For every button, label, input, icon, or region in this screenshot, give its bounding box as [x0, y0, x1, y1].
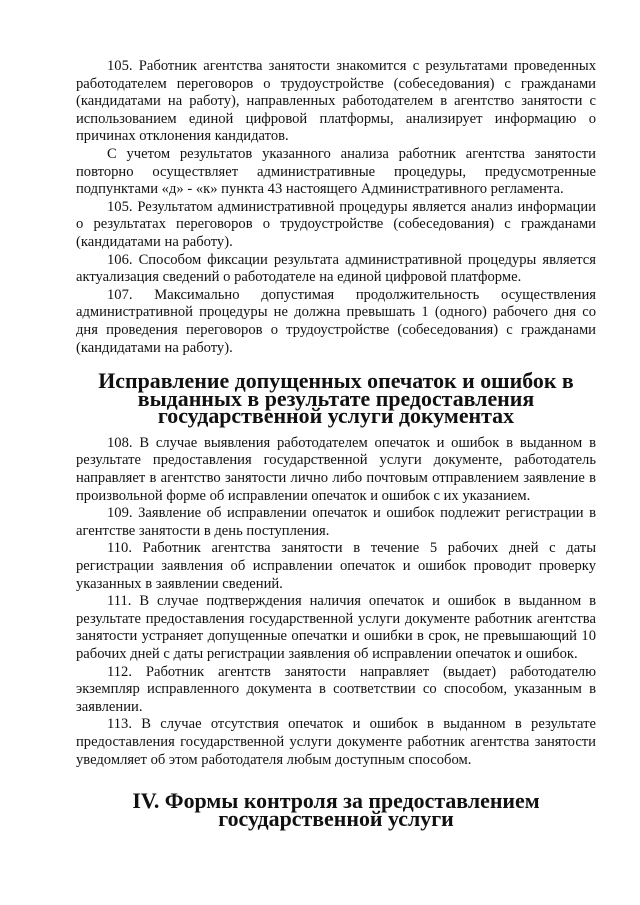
- paragraph-108: 108. В случае выявления работодателем опечаток и ошибок в выданном в результате предоставления государственной услуги документе, работодатель направляет в агентство занятости лично либо почтовым отправлением заявление в произвольной форме об исправлении опечаток и ошибок с их указанием.: [76, 434, 596, 504]
- paragraph-106: 106. Способом фиксации результата административной процедуры является актуализация сведений о работодателе на единой цифровой платформе.: [76, 251, 596, 286]
- section-heading-corrections: Исправление допущенных опечаток и ошибок в выданных в результате предоставления государственной услуги документах: [98, 368, 574, 429]
- paragraph-107: 107. Максимально допустимая продолжительность осуществления административной процедуры не должна превышать 1 (одного) рабочего дня со дня проведения переговоров о трудоустройстве (собеседования) с гражданами (кандидатами на работу).: [76, 286, 596, 356]
- paragraph-109: 109. Заявление об исправлении опечаток и ошибок подлежит регистрации в агентстве занятости в день поступления.: [76, 505, 596, 539]
- section-heading-iv: IV. Формы контроля за предоставлением государственной услуги: [132, 788, 540, 831]
- paragraph-113: 113. В случае отсутствия опечаток и ошибок в выданном в результате предоставления государственной услуги документе работник агентства занятости уведомляет об этом работодателя любым доступным способом.: [76, 716, 596, 768]
- paragraph-111: 111. В случае подтверждения наличия опечаток и ошибок в выданном в результате предоставления государственной услуги документе работник агентства занятости устраняет допущенные опечатки и ошибки в срок, не превышающий 10 рабочих дней с даты регистрации заявления об исправлении опечаток и ошибок.: [76, 593, 596, 662]
- paragraph-repeat-procedures: С учетом результатов указанного анализа работник агентства занятости повторно осуществляет административные процедуры, предусмотренные подпунктами «д» - «к» пункта 43 настоящего Административного регламента.: [76, 145, 596, 198]
- paragraph-112: 112. Работник агентств занятости направляет (выдает) работодателю экземпляр исправленного документа в соответствии со способом, указанным в заявлении.: [76, 663, 596, 715]
- paragraph-105-result: 105. Результатом административной процедуры является анализ информации о результатах переговоров о трудоустройстве (собеседования) с гражданами (кандидатами на работу).: [76, 198, 596, 250]
- paragraph-110: 110. Работник агентства занятости в течение 5 рабочих дней с даты регистрации заявления об исправлении опечаток и ошибок проводит проверку указанных в заявлении сведений.: [76, 540, 596, 592]
- paragraph-105-analysis: 105. Работник агентства занятости знакомится с результатами проведенных работодателем переговоров о трудоустройстве (собеседования) с гражданами (кандидатами на работу), направленных работодателем в агентство занятости с использованием единой цифровой платформы, анализирует информацию о причинах отклонения кандидатов.: [76, 58, 596, 145]
